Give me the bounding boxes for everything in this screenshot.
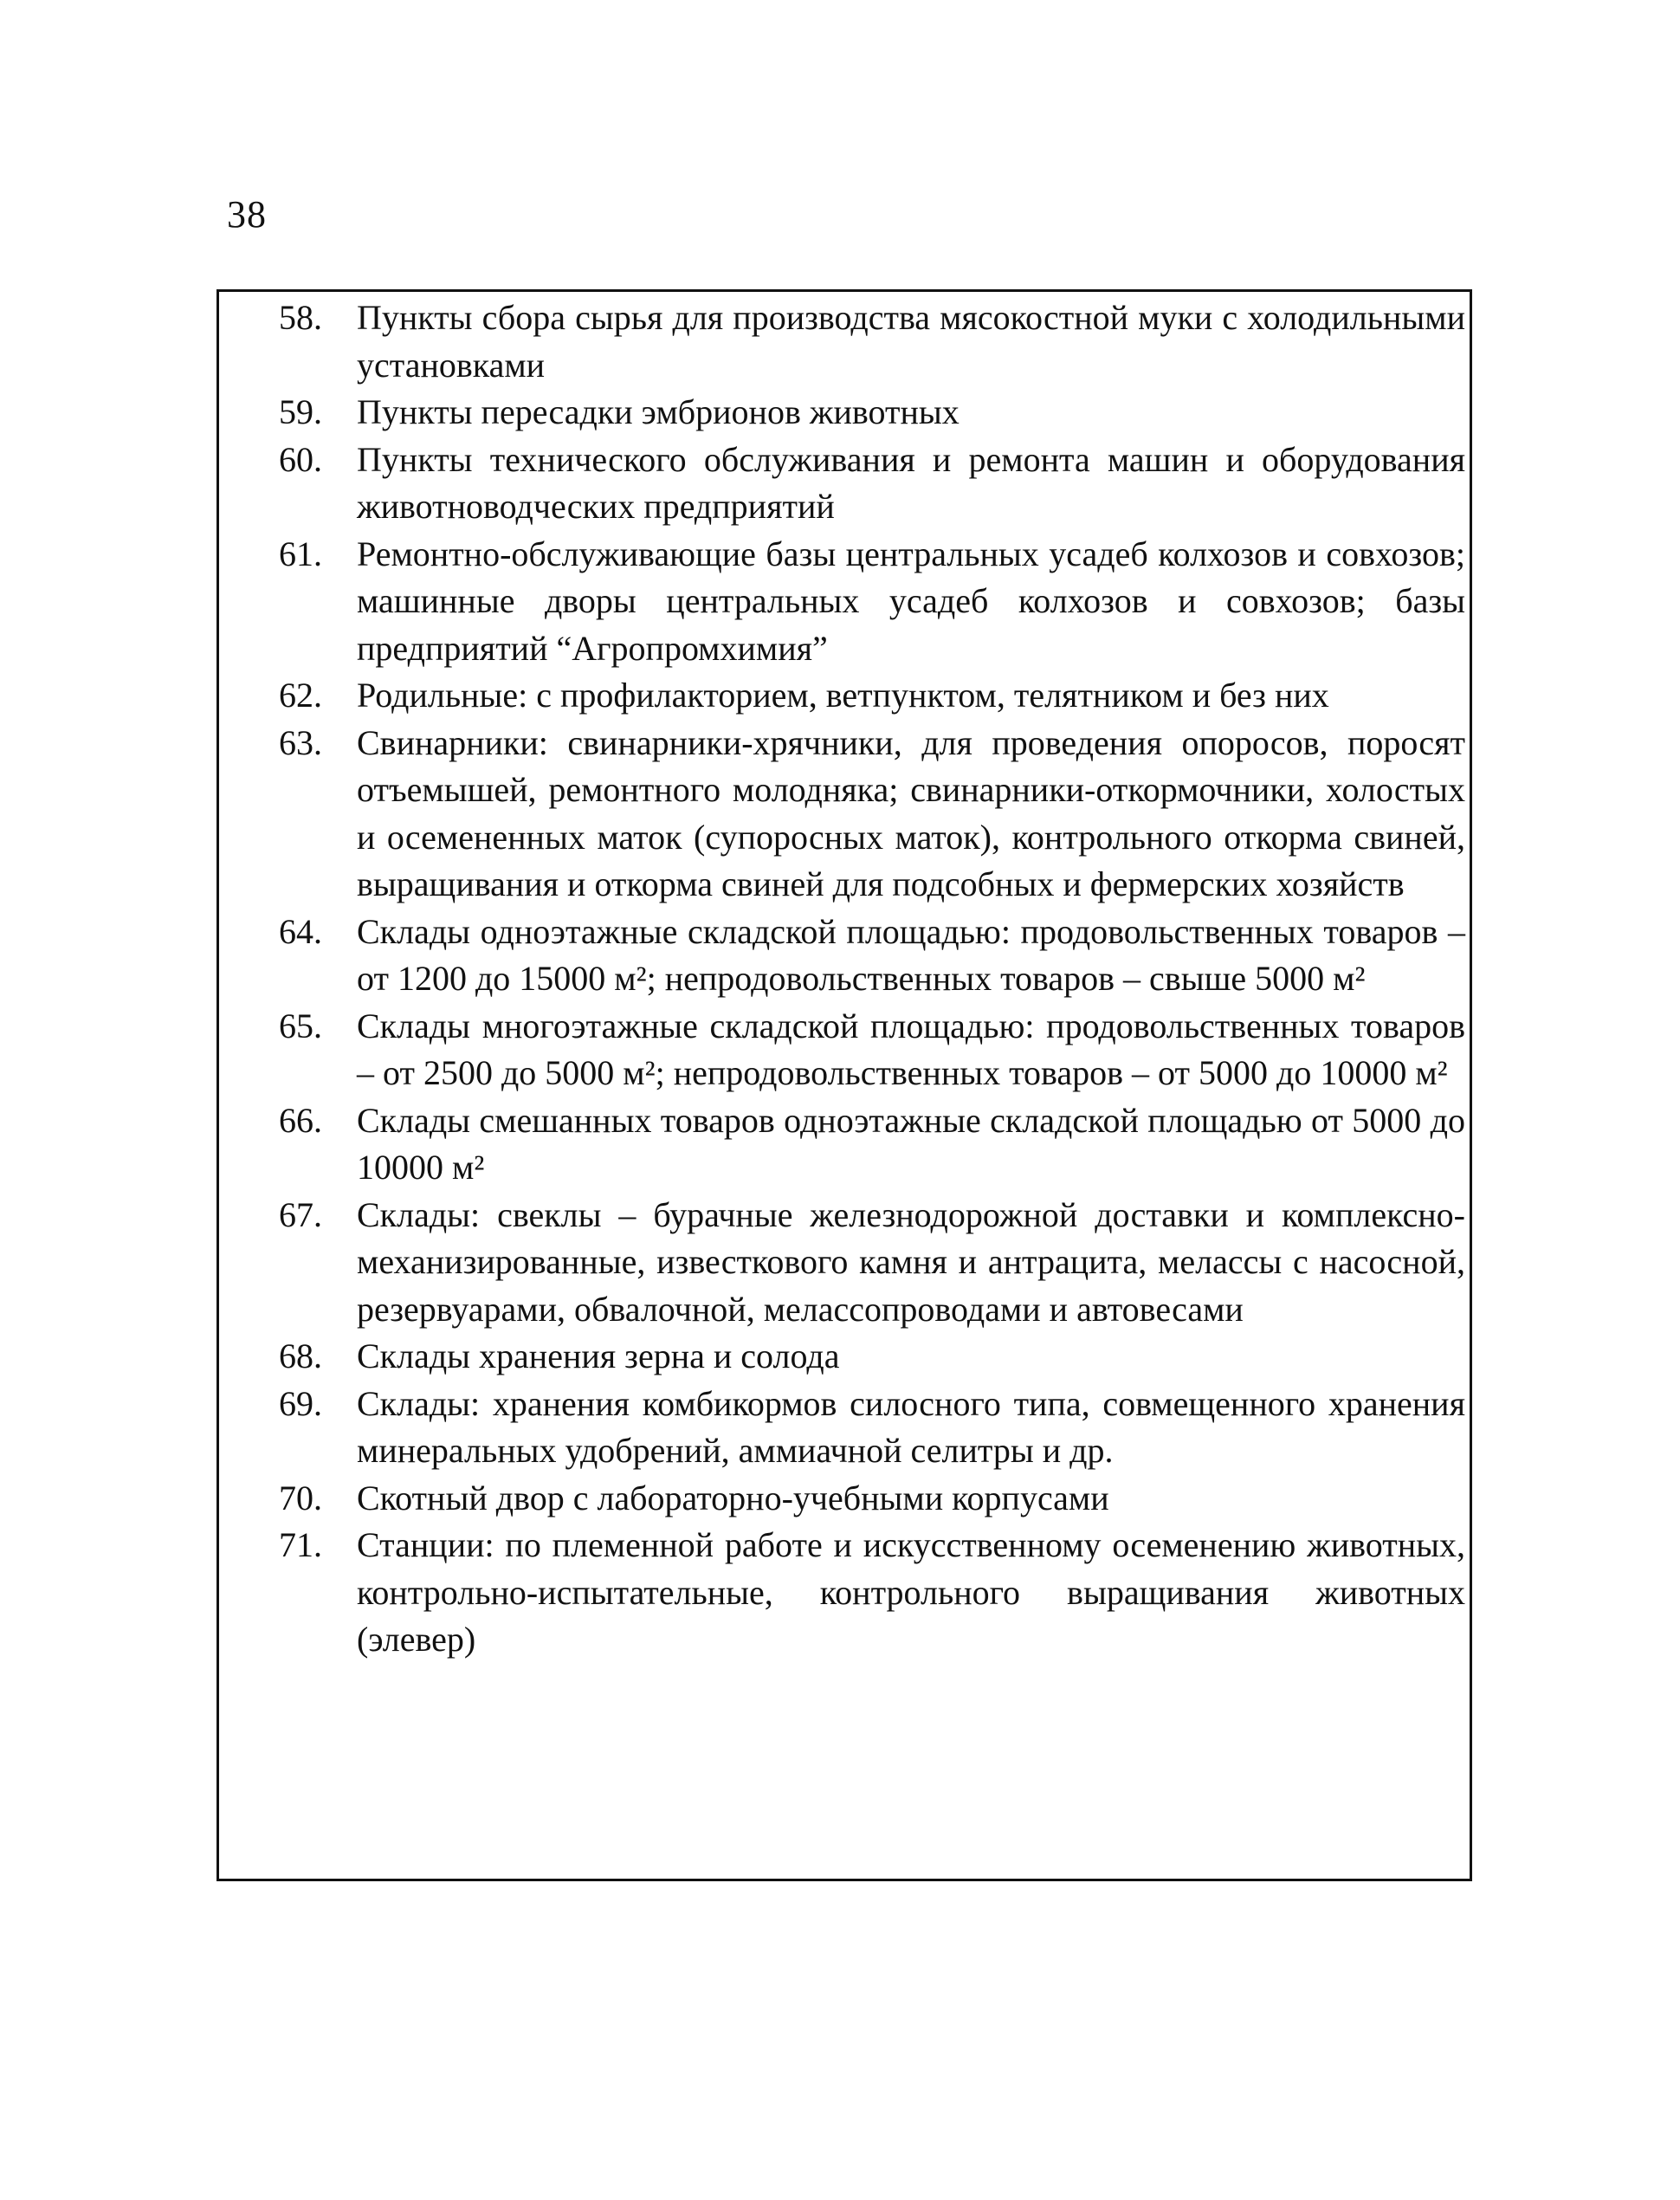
list-item	[279, 1097, 1465, 1192]
list-item	[279, 1003, 1465, 1097]
item-text: Склады смешанных товаров одноэтажные складской площадью от 5000 до 10000 м²	[357, 1100, 1465, 1187]
item-number: 59.	[279, 392, 322, 431]
item-text: Склады хранения зерна и солода	[357, 1336, 840, 1375]
item-number: 68.	[279, 1336, 322, 1375]
item-number: 70.	[279, 1478, 322, 1517]
item-text: Ремонтно-обслуживающие базы центральных усадеб колхозов и совхозов; машинные дворы центральных усадеб колхозов и совхозов; базы предприятий “Агропромхимия”	[357, 534, 1465, 668]
item-text: Пункты пересадки эмбрионов животных	[357, 392, 960, 431]
item-number: 65.	[279, 1006, 322, 1045]
list-item	[279, 1381, 1465, 1475]
item-text: Склады: свеклы – бурачные железнодорожной доставки и комплексно-механизированные, известкового камня и антрацита, мелассы с насосной, резервуарами, обвалочной, мелассопроводами и автовесами	[357, 1194, 1465, 1329]
item-text: Склады многоэтажные складской площадью: продовольственных товаров – от 2500 до 5000 м²; непродовольственных товаров – от 5000 до 10000 м²	[357, 1006, 1465, 1092]
item-number: 66.	[279, 1100, 322, 1140]
list-item	[279, 389, 1465, 437]
item-text: Склады одноэтажные складской площадью: продовольственных товаров – от 1200 до 15000 м²; непродовольственных товаров – свыше 5000 м²	[357, 911, 1465, 998]
page-number: 38	[227, 193, 267, 236]
item-number: 62.	[279, 676, 322, 715]
item-number: 67.	[279, 1194, 322, 1234]
list-item	[279, 1475, 1465, 1523]
list-item	[279, 531, 1465, 673]
item-text: Скотный двор с лабораторно-учебными корпусами	[357, 1478, 1109, 1517]
list-item	[279, 1333, 1465, 1381]
item-number: 64.	[279, 911, 322, 951]
list-item	[279, 437, 1465, 531]
list-item	[279, 909, 1465, 1003]
item-text: Свинарники: свинарники-хрячники, для проведения опоросов, поросят отъемышей, ремонтного молодняка; свинарники-откормочники, холостых и осемененных маток (супоросных маток), контрольного откорма свиней, выращивания и откорма свиней для подсобных и фермерских хозяйств	[357, 722, 1465, 903]
item-number: 71.	[279, 1525, 322, 1564]
list-item	[279, 720, 1465, 909]
list-item	[279, 1522, 1465, 1664]
item-text: Пункты сбора сырья для производства мясокостной муки с холодильными установками	[357, 298, 1465, 385]
item-number: 58.	[279, 298, 322, 337]
item-text: Родильные: с профилакторием, ветпунктом, телятником и без них	[357, 676, 1329, 715]
facility-list	[279, 294, 1465, 1664]
item-number: 69.	[279, 1383, 322, 1423]
item-text: Станции: по племенной работе и искусственному осеменению животных, контрольно-испытательные, контрольного выращивания животных (элевер)	[357, 1525, 1465, 1659]
item-text: Склады: хранения комбикормов силосного типа, совмещенного хранения минеральных удобрений, аммиачной селитры и др.	[357, 1383, 1465, 1470]
list-item	[279, 672, 1465, 720]
item-number: 61.	[279, 534, 322, 573]
item-number: 63.	[279, 722, 322, 762]
list-item	[279, 1192, 1465, 1334]
item-text: Пункты технического обслуживания и ремонта машин и оборудования животноводческих предприятий	[357, 439, 1465, 526]
list-item	[279, 294, 1465, 389]
item-number: 60.	[279, 439, 322, 479]
